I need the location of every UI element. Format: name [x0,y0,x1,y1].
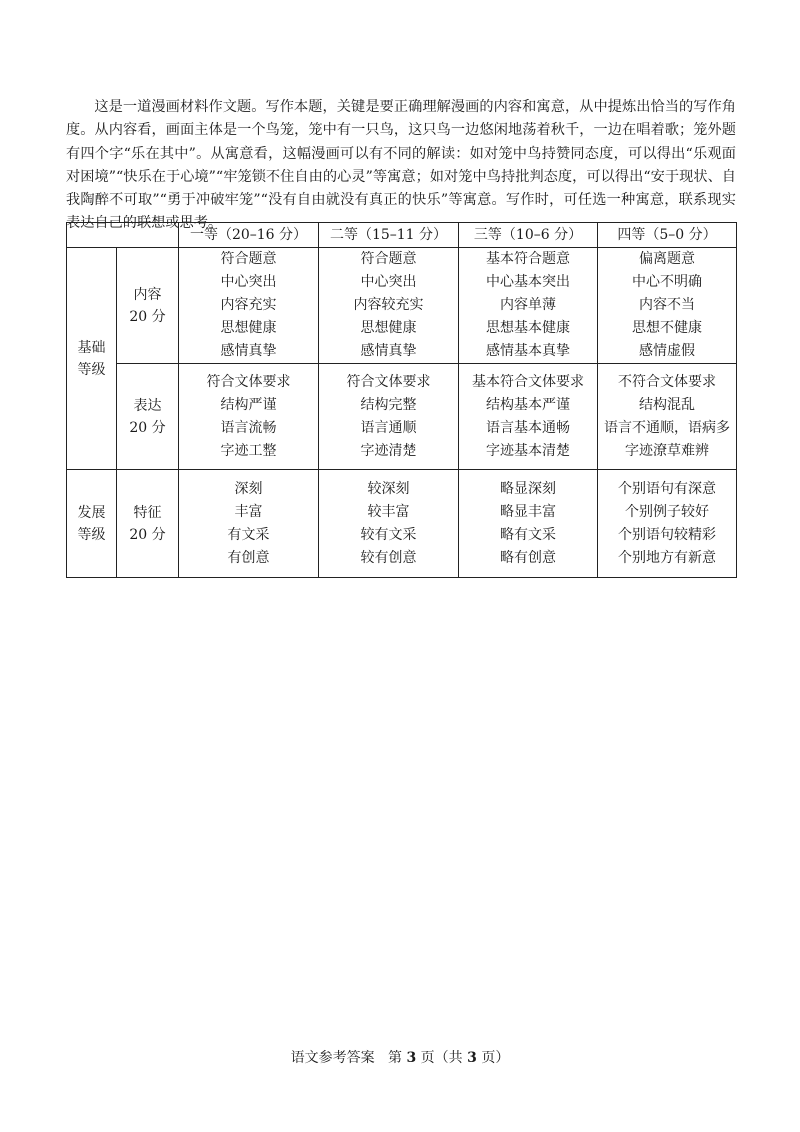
list-item: 个别地方有新意 [618,549,716,566]
page-footer [0,1047,800,1067]
content-label-line1: 内容 [133,286,162,303]
footer-subject: 语文参考答案 [290,1050,375,1066]
table-row-feature [67,470,737,578]
list-item: 略显丰富 [500,503,556,520]
expression-label [117,364,179,470]
expression-grade-1 [179,364,319,470]
list-item: 中心不明确 [632,274,702,290]
basic-level-label-line1: 基础 [77,339,106,356]
expression-label-line1: 表达 [133,397,162,414]
basic-level-label-line2: 等级 [77,361,106,378]
list-item: 个别例子较好 [625,503,709,520]
list-item: 字迹清楚 [360,442,417,459]
list-item: 思想不健康 [632,320,702,336]
feature-label [117,470,179,578]
list-item: 结构严谨 [220,396,277,413]
table-header-row [67,223,737,248]
header-grade-3: 三等（10–6 分） [459,223,598,248]
list-item: 语言基本通畅 [486,419,570,436]
intro-text [66,96,736,236]
development-level-label-line1: 发展 [77,504,106,521]
intro-paragraph: 这是一道漫画材料作文题。写作本题，关键是要正确理解漫画的内容和寓意，从中提炼出恰当的写作角度。从内容看，画面主体是一个鸟笼，笼中有一只鸟，这只鸟一边悠闲地荡着秋千，一边在唱着歌；笼外题有四个字“乐在其中”。从寓意看，这幅漫画可以有不同的解读：如对笼中鸟持赞同态度，可以得出“乐观面对困境”“快乐在于心境”“牢笼锁不住自由的心灵”等寓意；如对笼中鸟持批判态度，可以得出“安于现状、自我陶醉不可取”“勇于冲破牢笼”“没有自由就没有真正的快乐”等寓意。写作时，可任选一种寓意，联系现实表达自己的联想或思考。 [66,99,736,232]
feature-grade-1 [179,470,319,578]
feature-label-line1: 特征 [133,504,162,521]
list-item: 感情真挚 [360,343,417,359]
list-item: 略有创意 [500,549,556,566]
expression-label-line2: 20 分 [129,419,166,436]
header-grade-1: 一等（20–16 分） [179,223,319,248]
list-item: 基本符合题意 [486,251,570,267]
list-item: 中心突出 [220,274,277,290]
content-grade-4 [598,248,737,364]
list-item: 结构混乱 [639,396,695,413]
feature-grade-4 [598,470,737,578]
list-item: 感情虚假 [639,343,695,359]
list-item: 不符合文体要求 [618,373,716,390]
list-item: 个别语句较精彩 [618,526,716,543]
list-item: 内容较充实 [353,297,424,313]
list-item: 内容充实 [220,297,277,313]
content-grade-3 [459,248,598,364]
list-item: 较有创意 [360,549,417,566]
list-item: 偏离题意 [639,251,695,267]
list-item: 较深刻 [367,480,410,497]
list-item: 语言通顺 [360,419,417,436]
list-item: 感情真挚 [220,343,277,359]
expression-grade-2 [319,364,459,470]
list-item: 字迹潦草难辨 [625,442,709,459]
basic-level-label [67,248,117,470]
list-item: 深刻 [234,480,263,497]
list-item: 有创意 [227,549,270,566]
list-item: 思想健康 [360,320,417,336]
list-item: 内容不当 [639,297,695,313]
header-empty-cell [67,223,179,248]
list-item: 基本符合文体要求 [472,373,584,390]
feature-grade-2 [319,470,459,578]
list-item: 语言不通顺，语病多 [604,419,730,436]
header-grade-4: 四等（5–0 分） [598,223,737,248]
list-item: 中心基本突出 [486,274,570,290]
footer-page-prefix: 第 [388,1050,403,1066]
list-item: 语言流畅 [220,419,277,436]
list-item: 符合题意 [360,251,417,267]
expression-grade-3 [459,364,598,470]
feature-grade-3 [459,470,598,578]
header-grade-2: 二等（15–11 分） [319,223,459,248]
content-grade-2 [319,248,459,364]
expression-grade-4 [598,364,737,470]
list-item: 个别语句有深意 [618,480,716,497]
footer-total-suffix: 页） [481,1050,510,1066]
list-item: 字迹工整 [220,442,277,459]
list-item: 符合文体要求 [206,373,291,390]
list-item: 感情基本真挚 [486,343,570,359]
content-label [117,248,179,364]
list-item: 略有文采 [500,526,556,543]
development-level-label [67,470,117,578]
list-item: 思想基本健康 [486,320,570,336]
grading-rubric-table [66,222,737,578]
content-label-line2: 20 分 [129,308,166,325]
list-item: 丰富 [234,503,263,520]
list-item: 思想健康 [220,320,277,336]
footer-page-suffix: 页（共 [420,1050,463,1066]
list-item: 中心突出 [360,274,417,290]
footer-page-number: 3 [406,1050,417,1066]
table-row-expression [67,364,737,470]
content-grade-1 [179,248,319,364]
list-item: 内容单薄 [500,297,556,313]
list-item: 结构基本严谨 [486,396,570,413]
list-item: 字迹基本清楚 [486,442,570,459]
list-item: 结构完整 [360,396,417,413]
list-item: 有文采 [227,526,270,543]
feature-label-line2: 20 分 [129,526,166,543]
list-item: 较丰富 [367,503,410,520]
footer-total-pages: 3 [467,1050,477,1066]
list-item: 略显深刻 [500,480,556,497]
table-row-content [67,248,737,364]
list-item: 符合题意 [220,251,277,267]
development-level-label-line2: 等级 [77,526,106,543]
list-item: 较有文采 [360,526,417,543]
list-item: 符合文体要求 [346,373,431,390]
